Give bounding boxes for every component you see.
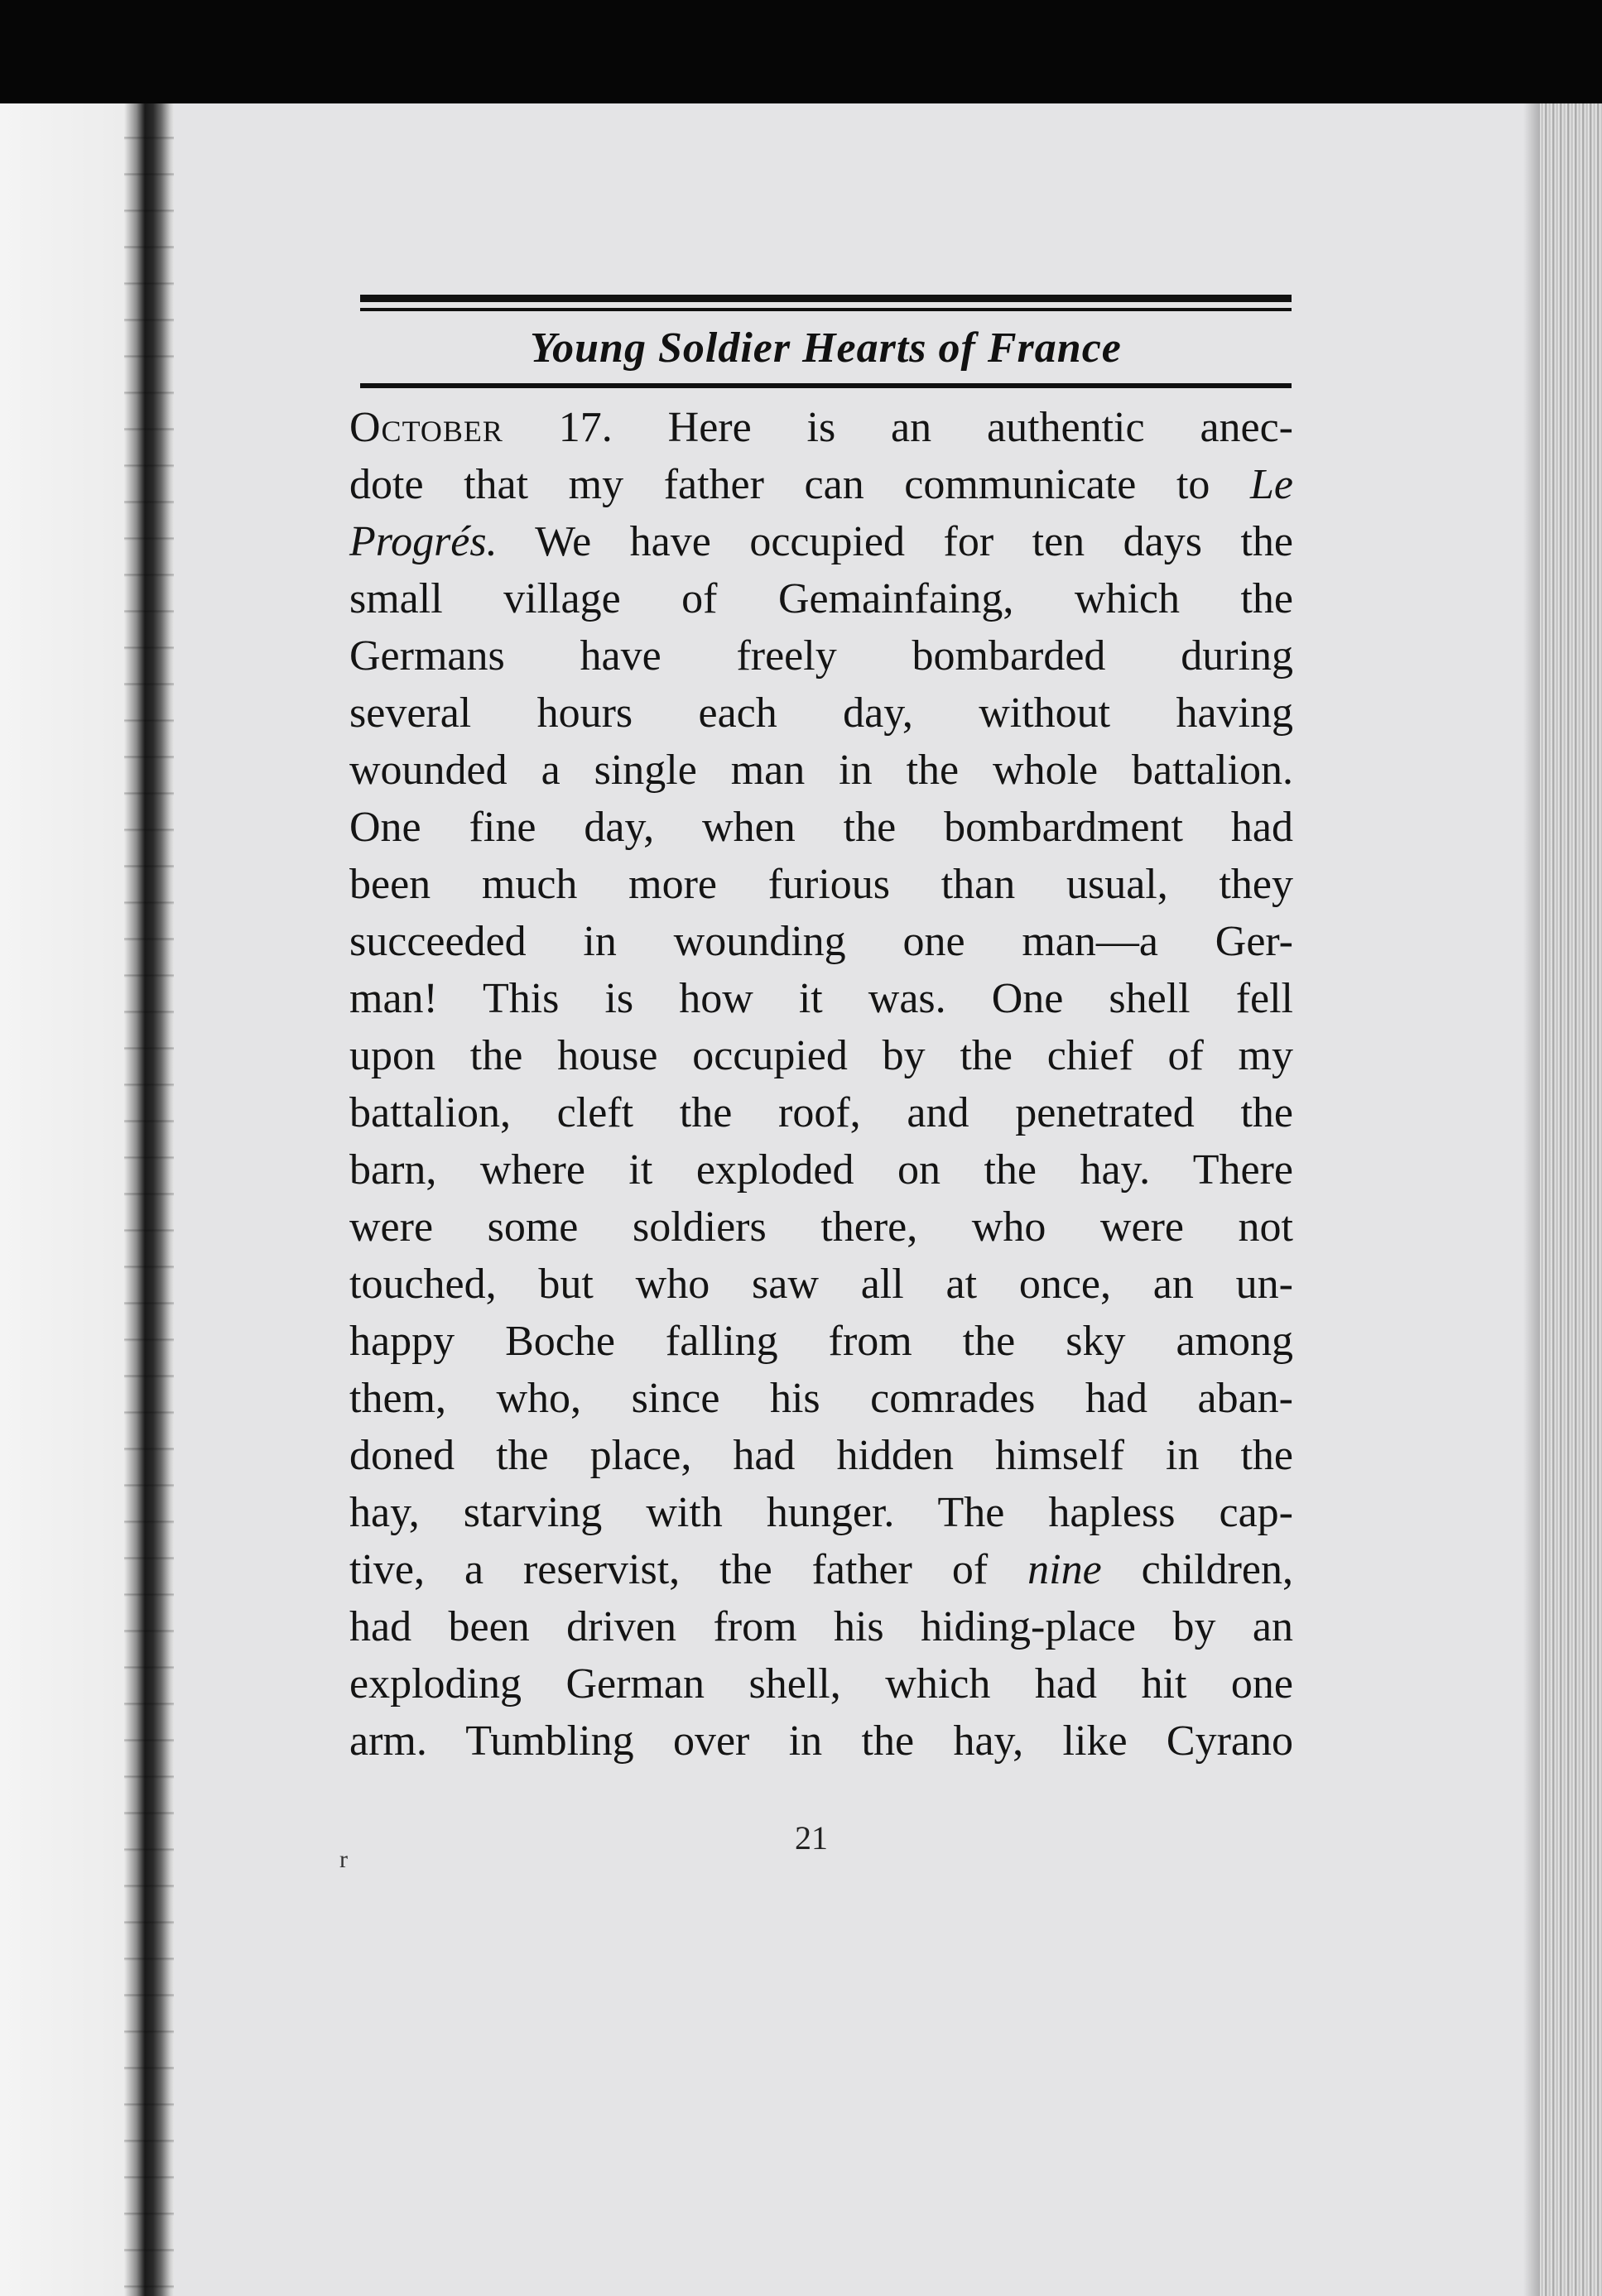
text-line: been much more furious than usual, they [349,861,1293,908]
text-line: succeeded in wounding one man—a Ger- [349,918,1293,965]
text-line: them, who, since his comrades had aban- [349,1375,1293,1422]
text-line [349,399,1293,456]
body-text [349,399,1293,1770]
italic-segment: Progrés. [349,518,498,565]
text-line: happy Boche falling from the sky among [349,1318,1293,1365]
text-line: arm. Tumbling over in the hay, like Cyrano [349,1717,1293,1765]
text-line: upon the house occupied by the chief of my [349,1032,1293,1079]
text-segment: tive, a reservist, the father of [349,1546,1028,1593]
text-line: man! This is how it was. One shell fell [349,975,1293,1022]
stray-print-mark: r [339,1846,348,1873]
gutter-streaks [124,103,174,2296]
header-rule-thin [360,308,1292,311]
header-rule-bottom [360,383,1292,388]
text-line: wounded a single man in the whole battalion. [349,747,1293,794]
header-rule-thick [360,295,1292,302]
text-line: touched, but who saw all at once, an un- [349,1261,1293,1308]
italic-segment: Le [1250,461,1293,508]
text-segment: children, [1101,1546,1293,1593]
text-segment: dote that my father can communicate to [349,461,1250,508]
text-line: barn, where it exploded on the hay. There [349,1146,1293,1194]
text-line: had been driven from his hiding-place by an [349,1603,1293,1650]
text-line: exploding German shell, which had hit one [349,1660,1293,1708]
text-segment: We have occupied for ten days the [497,518,1293,565]
text-line: several hours each day, without having [349,689,1293,737]
italic-segment: nine [1027,1546,1102,1593]
text-line: Germans have freely bombarded during [349,632,1293,680]
text-line [349,456,1293,513]
page-number: 21 [795,1819,828,1856]
top-dark-margin [0,0,1602,103]
text-segment: 17. Here is an authentic anec- [503,404,1293,451]
text-line: doned the place, had hidden himself in the [349,1432,1293,1479]
running-head: Young Soldier Hearts of France [530,324,1122,372]
right-page-stack [1540,103,1602,2296]
text-line: battalion, cleft the roof, and penetrated the [349,1089,1293,1136]
text-line: small village of Gemainfaing, which the [349,575,1293,622]
text-line: were some soldiers there, who were not [349,1203,1293,1251]
date-smallcaps: October [349,404,503,451]
text-line: hay, starving with hunger. The hapless cap- [349,1489,1293,1536]
text-line: One fine day, when the bombardment had [349,804,1293,851]
text-line [349,513,1293,570]
text-line [349,1541,1293,1598]
